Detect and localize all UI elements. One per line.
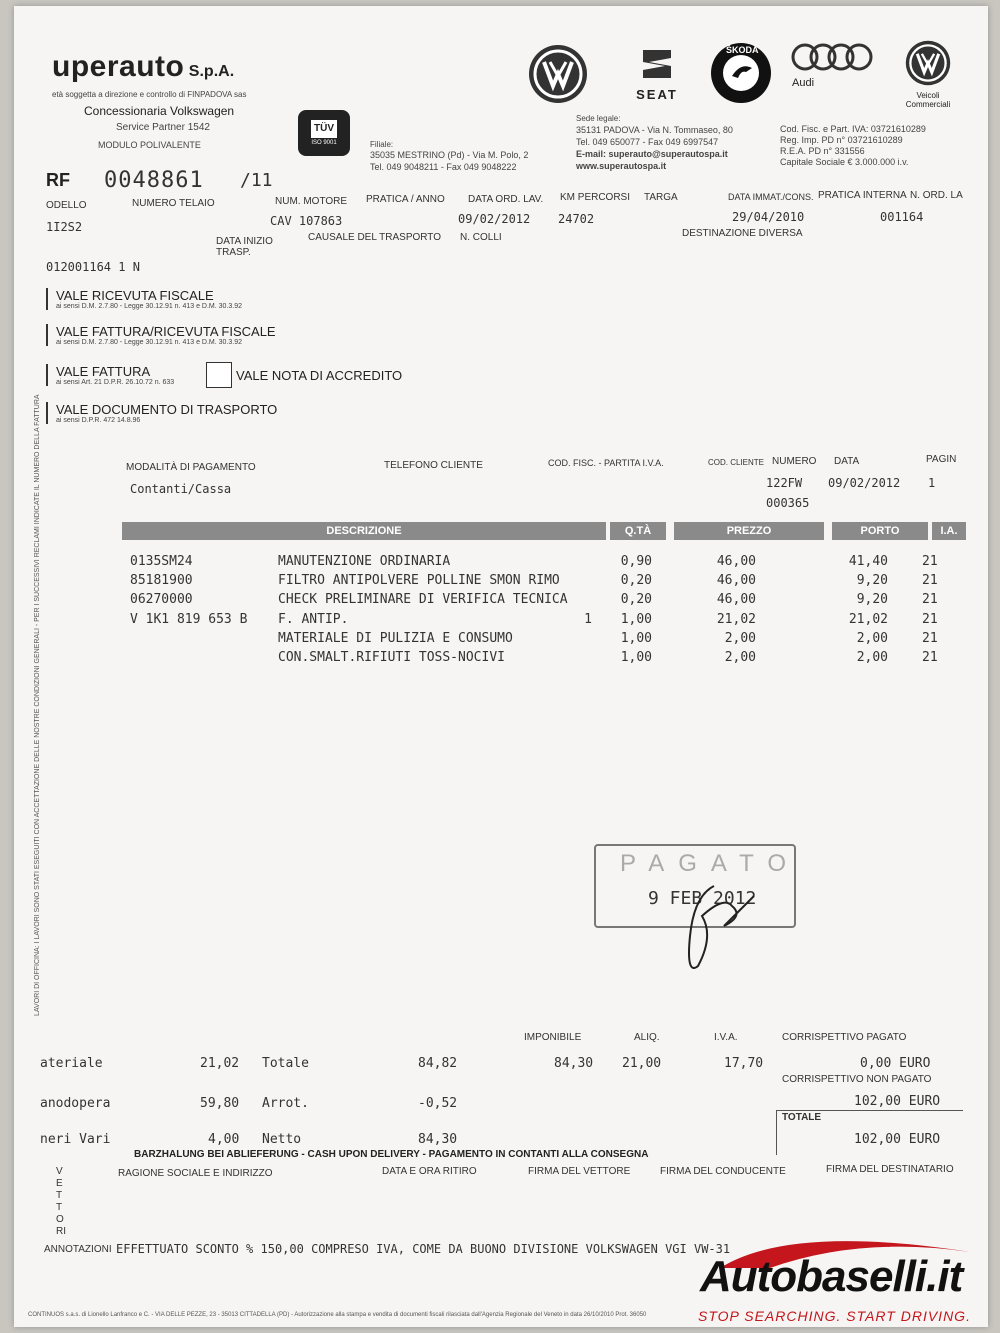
label-firma-vettore: FIRMA DEL VETTORE: [528, 1166, 631, 1177]
skoda-logo: [710, 42, 772, 109]
company-line1: età soggetta a direzione e controllo di FINPADOVA sas: [52, 90, 247, 99]
arrot-label: Arrot.: [262, 1096, 309, 1111]
vehicle-data-ord: 09/02/2012: [458, 212, 531, 226]
label-iva: I.V.A.: [714, 1032, 738, 1043]
label-colli: N. COLLI: [460, 232, 502, 243]
cell-iva: 21: [922, 554, 938, 569]
cell-iva: 21: [922, 611, 938, 627]
company-suffix: S.p.A.: [188, 63, 235, 80]
tuv-logo: [298, 110, 350, 156]
audi-logo: [788, 42, 878, 89]
label-firma-conducente: FIRMA DEL CONDUCENTE: [660, 1166, 786, 1177]
cell-qta: 0,90: [620, 554, 652, 569]
label-firma-destinatario: FIRMA DEL DESTINATARIO: [826, 1164, 954, 1175]
vehicle-immat: 29/04/2010: [732, 210, 805, 224]
vale-sub: ai sensi D.M. 2.7.80 - Legge 30.12.91 n. 413 e D.M. 30.3.92: [56, 303, 243, 310]
cell-qta: 1,00: [620, 650, 652, 665]
label-codfisc: COD. FISC. - PARTITA I.V.A.: [548, 458, 664, 468]
cash-line: BARZHALUNG BEI ABLIEFERUNG - CASH UPON DELIVERY - PAGAMENTO IN CONTANTI ALLA CONSEGNA: [134, 1149, 649, 1160]
cell-iva: 21: [922, 592, 938, 608]
cell-iva: 21: [922, 630, 938, 646]
cell-importo: 2,00: [856, 630, 888, 646]
payment-number: 122FW: [766, 476, 803, 490]
paid-stamp-text: PAGATO: [620, 850, 801, 877]
cell-prezzo: 2,00: [724, 630, 756, 646]
printer-line: CONTINUOS s.a.s. di Lionello Lanfranco e C. - VIA DELLE PEZZE, 23 - 35013 CITTADELLA (PD) - Autorizzazione alla stampa e vendita di documenti fiscali rilasciata dall'Agenzia Regionale del Veneto in data 26/10/2010 Prot. 36050: [28, 1312, 647, 1318]
non-pagato-value: 102,00 EURO: [854, 1094, 941, 1109]
tuv-logo-sub: ISO 9001: [311, 140, 337, 146]
cell-prezzo: 46,00: [716, 554, 756, 569]
cell-desc: MATERIALE DI PULIZIA E CONSUMO: [278, 630, 513, 646]
aliq-value: 21,00: [622, 1056, 662, 1071]
materiale-value: 21,02: [200, 1056, 240, 1071]
autobaselli-watermark: [690, 1222, 990, 1332]
cell-qta: 0,20: [620, 573, 652, 589]
vale-title: VALE RICEVUTA FISCALE: [56, 288, 214, 303]
skoda-logo-text: ŠKODA: [726, 45, 759, 55]
label-data: DATA: [834, 456, 860, 467]
label-imponibile: IMPONIBILE: [524, 1032, 582, 1043]
cell-code: 06270000: [130, 592, 193, 608]
header-iva: I.A.: [932, 522, 966, 540]
label-destinazione: DESTINAZIONE DIVERSA: [682, 228, 803, 239]
label-ragione: RAGIONE SOCIALE E INDIRIZZO: [118, 1168, 273, 1179]
vehicle-pratica-int: 001164: [880, 210, 924, 224]
vw-commercial-text: Veicoli Commerciali: [905, 91, 951, 109]
payment-page: 1: [928, 476, 936, 490]
side-note-text: LAVORI DI OFFICINA: I LAVORI SONO STATI ESEGUITI CON ACCETTAZIONE DELLE NOSTRE CONDIZIONI GENERALI - PER I SUCCESSIVI RECLAMI INDICATE IL NUMERO DELLA FATTURA: [34, 394, 41, 1016]
audi-logo-text: Audi: [792, 77, 815, 89]
cell-iva: 21: [922, 650, 938, 665]
cell-prezzo: 21,02: [716, 611, 756, 627]
manodopera-value: 59,80: [200, 1096, 240, 1111]
vale-sub: ai sensi D.M. 2.7.80 - Legge 30.12.91 n. 413 e D.M. 30.3.92: [56, 339, 243, 346]
label-modalita: MODALITÀ DI PAGAMENTO: [126, 462, 256, 473]
label-km: KM PERCORSI: [560, 192, 631, 203]
cell-prezzo: 46,00: [716, 573, 756, 589]
cell-code: 0135SM24: [130, 554, 193, 569]
cell-iva: 21: [922, 573, 938, 589]
cell-n: 1: [584, 611, 592, 627]
header-qta: Q.TÀ: [610, 522, 666, 540]
handwritten-signature: [654, 866, 764, 986]
vw-commercial-logo: [898, 40, 958, 109]
label-causale: CAUSALE DEL TRASPORTO: [308, 232, 442, 243]
vehicle-ref: 012001164 1 N: [46, 260, 140, 274]
label-annotazioni: ANNOTAZIONI: [44, 1244, 112, 1255]
label-trasp: TRASP.: [216, 247, 251, 258]
branch-label: Filiale:: [370, 140, 394, 149]
seat-logo-text: SEAT: [636, 87, 678, 102]
header-importo: PORTO: [832, 522, 928, 540]
totale-finale-value: 102,00 EURO: [854, 1132, 941, 1147]
cell-qta: 1,00: [620, 611, 652, 627]
vale-option-1: [46, 288, 242, 310]
cell-desc: CHECK PRELIMINARE DI VERIFICA TECNICA: [278, 592, 568, 608]
label-totale: TOTALE: [782, 1112, 822, 1123]
vehicle-motore: CAV 107863: [270, 214, 343, 228]
seat-legal-label: Sede legale:: [576, 114, 621, 123]
label-data-inizio: DATA INIZIO: [216, 236, 273, 247]
watermark-tagline: STOP SEARCHING. START DRIVING.: [698, 1308, 971, 1324]
company-line3: Service Partner 1542: [116, 122, 210, 133]
seat-legal-email: E-mail: superauto@superautospa.it: [576, 149, 728, 159]
label-non-pagato: CORRISPETTIVO NON PAGATO: [782, 1074, 932, 1085]
vale-sub: ai sensi D.P.R. 472 14.8.96: [56, 417, 141, 424]
branch-phone: Tel. 049 9048211 - Fax 049 9048222: [370, 162, 517, 172]
invoice-paper: [14, 6, 988, 1327]
header-prezzo: PREZZO: [674, 522, 824, 540]
netto-value: 84,30: [418, 1132, 458, 1147]
payment-date: 09/02/2012: [828, 476, 901, 490]
label-immat: DATA IMMAT./CONS.: [728, 192, 814, 202]
doc-prefix: RF: [46, 170, 70, 190]
company-header: [52, 50, 234, 84]
vale-title: VALE DOCUMENTO DI TRASPORTO: [56, 402, 278, 417]
totale-value: 84,82: [418, 1056, 458, 1071]
cell-prezzo: 2,00: [724, 650, 756, 665]
doc-number: 0048861: [104, 168, 204, 193]
cell-importo: 41,40: [848, 554, 888, 569]
label-telefono: TELEFONO CLIENTE: [384, 460, 483, 471]
vettori-vertical: VETTORI: [56, 1166, 66, 1237]
cell-desc: MANUTENZIONE ORDINARIA: [278, 554, 451, 569]
label-telaio: NUMERO TELAIO: [132, 198, 215, 209]
doc-year: /11: [240, 170, 273, 191]
vale-title: VALE FATTURA/RICEVUTA FISCALE: [56, 324, 276, 339]
payment-method: Contanti/Cassa: [130, 482, 232, 496]
vale-option-4: [46, 402, 277, 424]
cell-importo: 9,20: [856, 592, 888, 608]
cell-prezzo: 46,00: [716, 592, 756, 608]
cell-desc: F. ANTIP.: [278, 611, 349, 627]
pagato-value: 0,00 EURO: [860, 1056, 931, 1071]
iva-value: 17,70: [724, 1056, 764, 1071]
cell-importo: 21,02: [848, 611, 888, 627]
nota-accredito-checkbox[interactable]: [206, 362, 232, 388]
company-line4: MODULO POLIVALENTE: [98, 140, 201, 150]
cell-desc: FILTRO ANTIPOLVERE POLLINE SMON RIMO: [278, 573, 560, 589]
seat-logo: [622, 46, 692, 102]
company-name: uperauto: [52, 50, 185, 83]
imponibile-value: 84,30: [554, 1056, 594, 1071]
label-aliq: ALIQ.: [634, 1032, 660, 1043]
totale-label: Totale: [262, 1056, 309, 1071]
vehicle-modello: 1I2S2: [46, 220, 83, 234]
watermark-text: Autobaselli.it: [700, 1252, 963, 1301]
label-numero: NUMERO: [772, 456, 817, 467]
vale-option-2: [46, 324, 276, 346]
fiscal-line1: Cod. Fisc. e Part. IVA: 03721610289: [780, 124, 926, 134]
arrot-value: -0,52: [418, 1096, 458, 1111]
oneri-value: 4,00: [208, 1132, 240, 1147]
header-descrizione: DESCRIZIONE: [122, 522, 606, 540]
label-pratica: PRATICA / ANNO: [366, 194, 445, 205]
tuv-logo-text: TÜV: [311, 120, 337, 138]
paid-stamp-date: 9 FEB 2012: [648, 888, 757, 909]
company-line2: Concessionaria Volkswagen: [84, 104, 235, 118]
cell-qta: 0,20: [620, 592, 652, 608]
vale-title: VALE FATTURA: [56, 364, 151, 379]
seat-legal-address: 35131 PADOVA - Via N. Tommaseo, 80: [576, 125, 733, 135]
cell-code: 85181900: [130, 573, 193, 589]
cell-importo: 2,00: [856, 650, 888, 665]
label-nord: N. ORD. LA: [910, 190, 963, 201]
vw-logo: [528, 44, 588, 109]
label-data-ora: DATA E ORA RITIRO: [382, 1166, 477, 1177]
fiscal-line4: Capitale Sociale € 3.000.000 i.v.: [780, 157, 909, 167]
cell-qta: 1,00: [620, 630, 652, 646]
fiscal-line2: Reg. Imp. PD n° 03721610289: [780, 135, 903, 145]
cell-code: V 1K1 819 653 B: [130, 611, 248, 627]
manodopera-label: anodopera: [40, 1096, 111, 1111]
label-pratica-int: PRATICA INTERNA: [818, 190, 907, 201]
vale-option-3: [46, 364, 174, 386]
nota-accredito-label: VALE NOTA DI ACCREDITO: [236, 368, 403, 383]
annotation-text: EFFETTUATO SCONTO % 150,00 COMPRESO IVA, COME DA BUONO DIVISIONE VOLKSWAGEN VGI VW-31: [116, 1242, 731, 1256]
branch-address: 35035 MESTRINO (Pd) - Via M. Polo, 2: [370, 150, 529, 160]
label-targa: TARGA: [644, 192, 678, 203]
cell-desc: CON.SMALT.RIFIUTI TOSS-NOCIVI: [278, 650, 505, 665]
label-codcliente: COD. CLIENTE: [708, 458, 765, 467]
materiale-label: ateriale: [40, 1056, 103, 1071]
payment-number2: 000365: [766, 496, 810, 510]
seat-legal-web: www.superautospa.it: [576, 161, 667, 171]
fiscal-line3: R.E.A. PD n° 331556: [780, 146, 865, 156]
vale-sub: ai sensi Art. 21 D.P.R. 26.10.72 n. 633: [56, 379, 175, 386]
label-pagina: PAGIN: [926, 454, 957, 465]
label-pagato: CORRISPETTIVO PAGATO: [782, 1032, 907, 1043]
seat-legal-phone: Tel. 049 650077 - Fax 049 6997547: [576, 137, 719, 147]
oneri-label: neri Vari: [40, 1132, 111, 1147]
label-data-ord: DATA ORD. LAV.: [468, 194, 544, 205]
label-modello: ODELLO: [46, 200, 87, 211]
netto-label: Netto: [262, 1132, 302, 1147]
vehicle-km: 24702: [558, 212, 595, 226]
label-motore: NUM. MOTORE: [275, 196, 348, 207]
side-note: [34, 394, 48, 1016]
cell-importo: 9,20: [856, 573, 888, 589]
